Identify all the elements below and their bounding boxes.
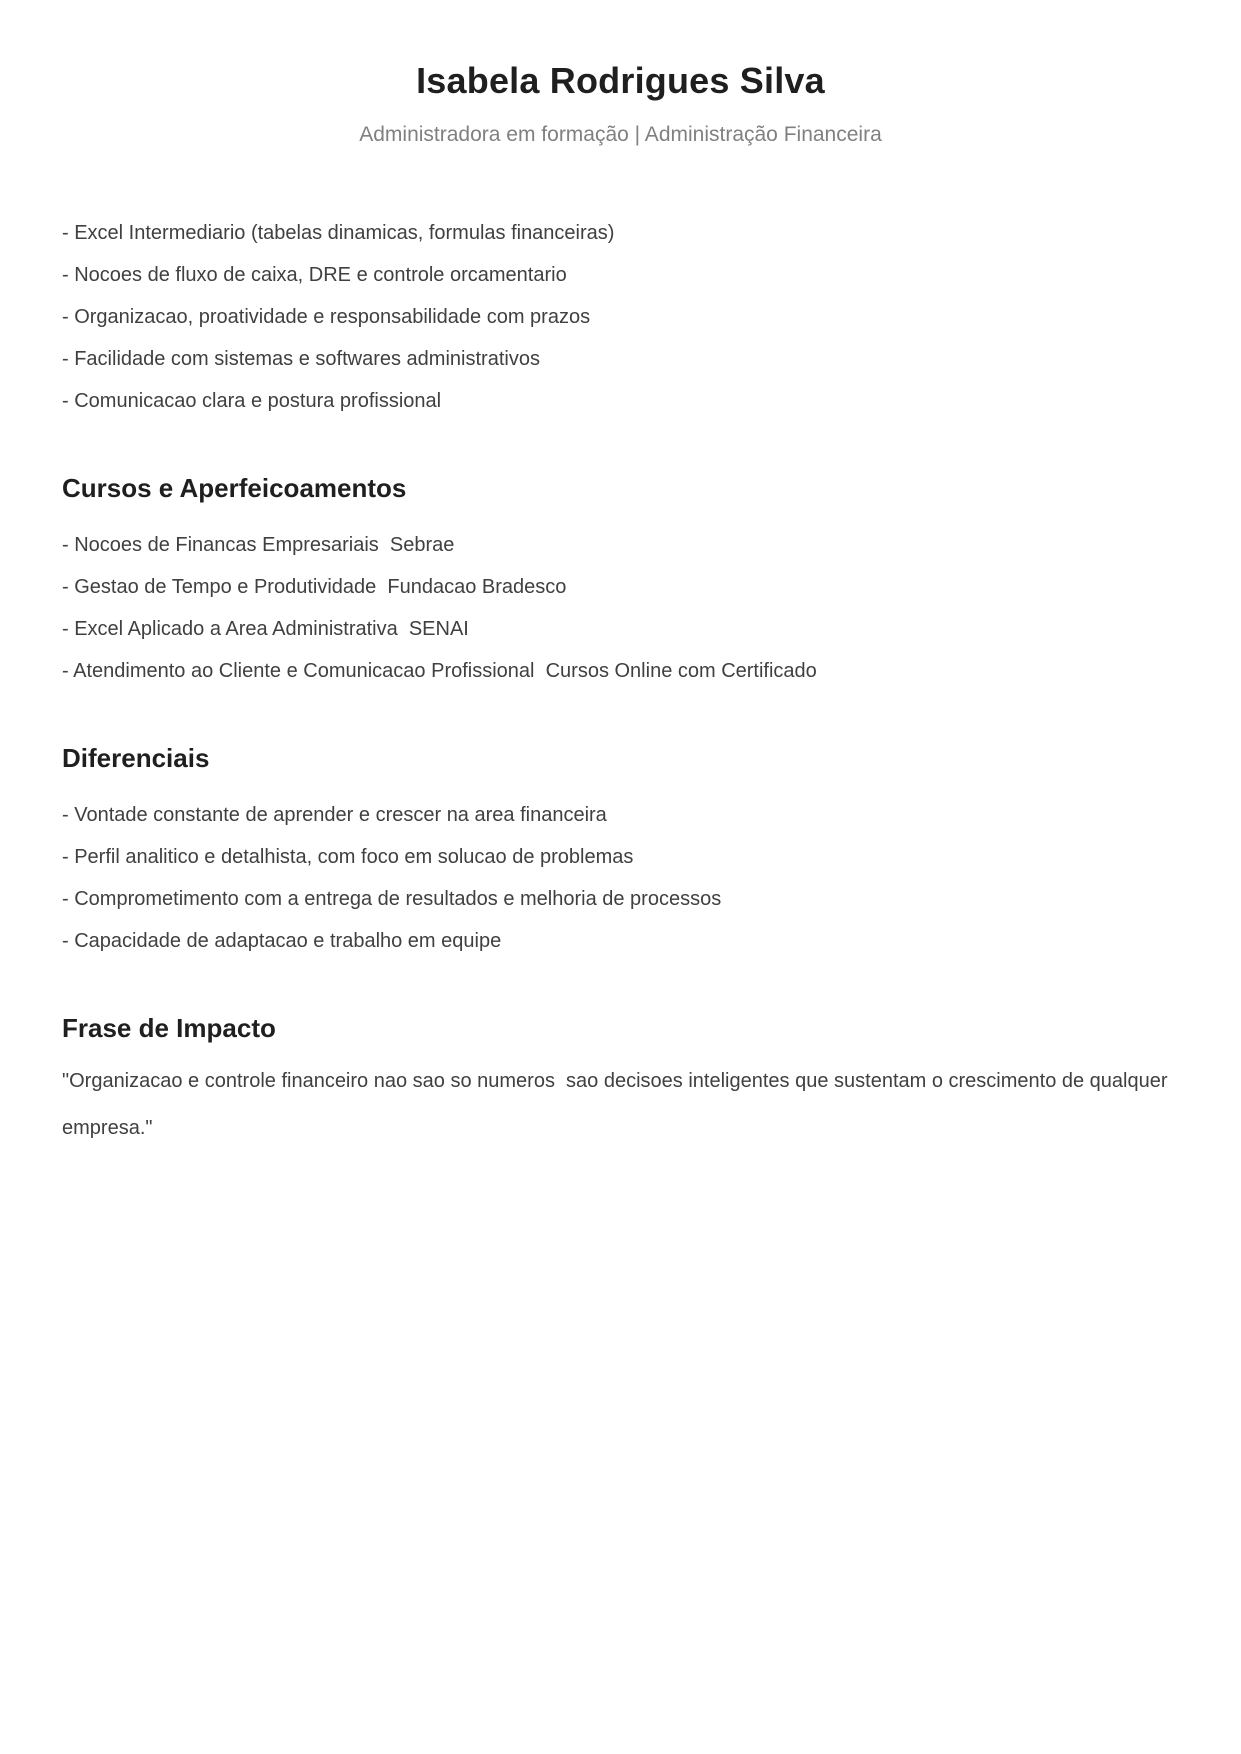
- list-item: - Vontade constante de aprender e crescer na area financeira: [62, 804, 607, 826]
- list-item: - Comprometimento com a entrega de resultados e melhoria de processos: [62, 888, 722, 910]
- list-item: - Organizacao, proatividade e responsabilidade com prazos: [62, 306, 591, 328]
- section-title-diferenciais: Diferenciais: [62, 743, 210, 773]
- list-item: - Comunicacao clara e postura profissional: [62, 390, 442, 412]
- list-item: - Capacidade de adaptacao e trabalho em equipe: [62, 930, 502, 952]
- impact-quote: "Organizacao e controle financeiro nao sao so numeros sao decisoes inteligentes que sustentam o crescimento de qualquer empresa.": [62, 1070, 1174, 1139]
- list-item: - Nocoes de fluxo de caixa, DRE e controle orcamentario: [62, 264, 567, 286]
- list-item: - Atendimento ao Cliente e Comunicacao Profissional Cursos Online com Certificado: [62, 660, 817, 682]
- cursos-list: [62, 524, 1179, 692]
- list-item: - Perfil analitico e detalhista, com foco em solucao de problemas: [62, 846, 634, 868]
- page-title: Isabela Rodrigues Silva: [416, 60, 825, 101]
- section-title-cursos: Cursos e Aperfeicoamentos: [62, 473, 407, 503]
- diferenciais-list: [62, 794, 1179, 962]
- list-item: - Excel Intermediario (tabelas dinamicas, formulas financeiras): [62, 222, 615, 244]
- page-subtitle: Administradora em formação | Administração Financeira: [359, 123, 882, 146]
- list-item: - Excel Aplicado a Area Administrativa SENAI: [62, 618, 469, 640]
- list-item: - Gestao de Tempo e Produtividade Fundacao Bradesco: [62, 576, 567, 598]
- section-title-frase-de-impacto: Frase de Impacto: [62, 1013, 276, 1043]
- skills-list: [62, 212, 1179, 422]
- list-item: - Nocoes de Financas Empresariais Sebrae: [62, 534, 455, 556]
- list-item: - Facilidade com sistemas e softwares administrativos: [62, 348, 540, 370]
